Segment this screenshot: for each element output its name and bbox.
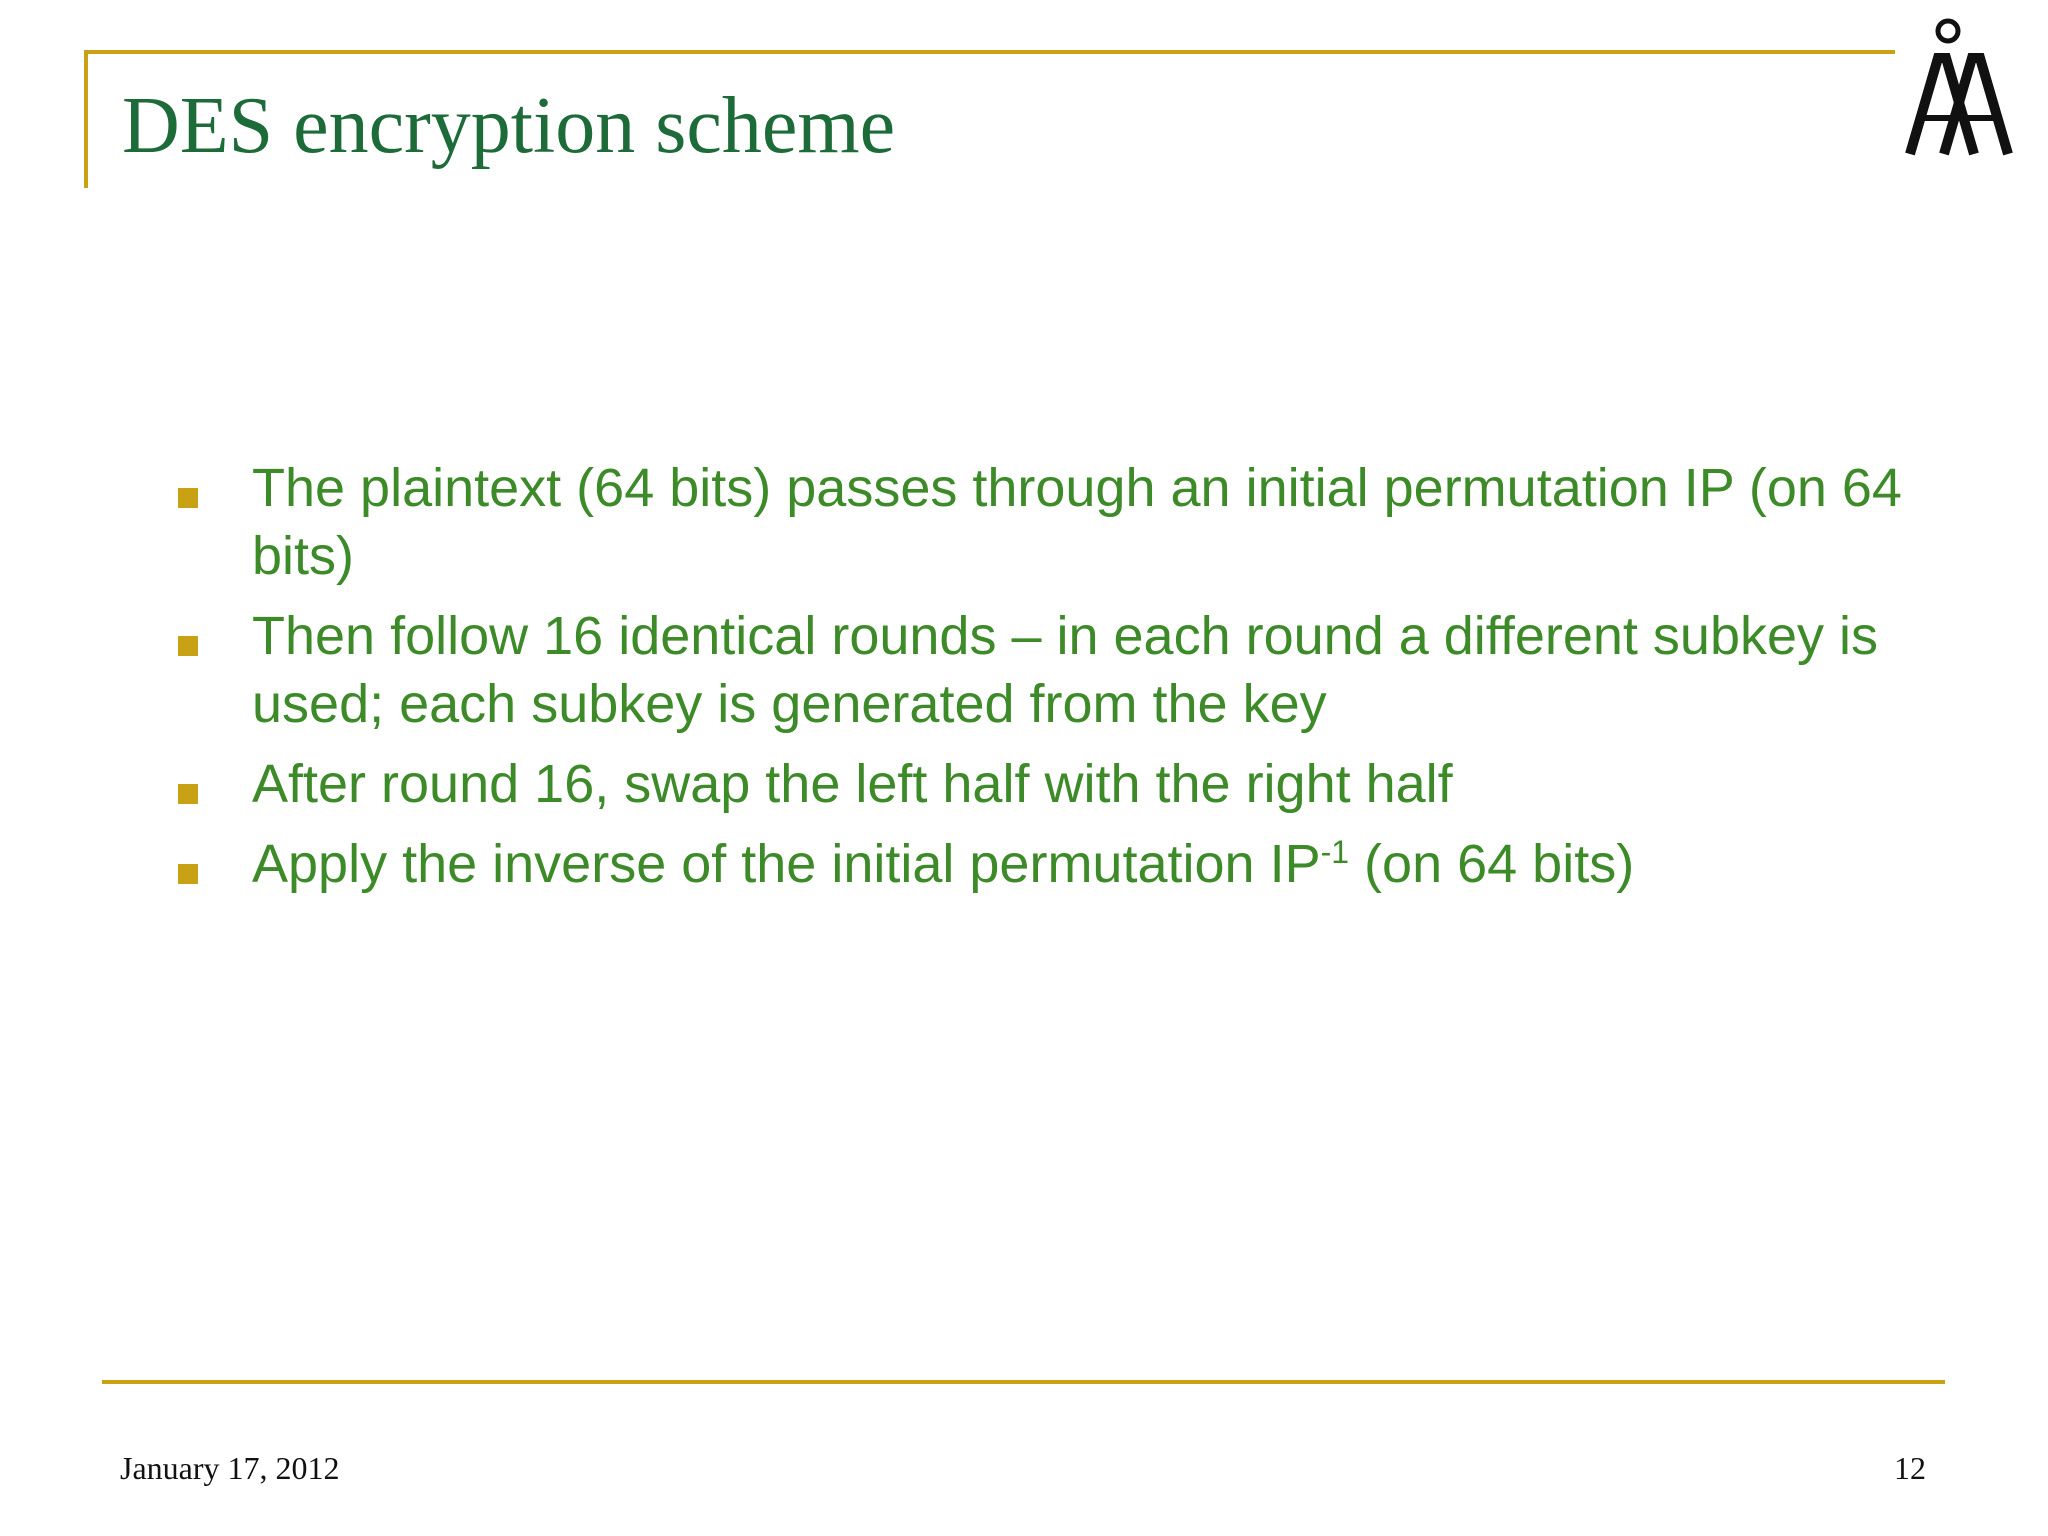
- title-top-rule: [84, 50, 1895, 54]
- bullet-text: [252, 834, 1634, 894]
- bullet-text-main: Apply the inverse of the initial permutation IP: [252, 834, 1321, 894]
- bullet-text: Then follow 16 identical rounds – in each round a different subkey is used; each subkey is generated from the key: [252, 606, 1879, 734]
- footer-rule: [102, 1380, 1945, 1384]
- square-bullet-icon: [178, 636, 198, 656]
- bullet-list: [174, 454, 1934, 910]
- slide-title: DES encryption scheme: [122, 82, 896, 170]
- square-bullet-icon: [178, 864, 198, 884]
- bullet-text-tail: (on 64 bits): [1349, 834, 1635, 894]
- bullet-text: The plaintext (64 bits) passes through an initial permutation IP (on 64 bits): [252, 458, 1902, 586]
- aa-monogram-logo-icon: [1890, 14, 2030, 162]
- square-bullet-icon: [178, 784, 198, 804]
- page-number: 12: [1894, 1450, 1926, 1486]
- square-bullet-icon: [178, 488, 198, 508]
- title-left-rule: [84, 50, 88, 188]
- bullet-text: After round 16, swap the left half with the right half: [252, 754, 1453, 814]
- bullet-item: [174, 750, 1934, 818]
- bullet-item: [174, 830, 1934, 898]
- inverse-superscript: -1: [1320, 834, 1350, 870]
- footer-date: January 17, 2012: [120, 1450, 340, 1486]
- bullet-item: [174, 454, 1934, 590]
- bullet-item: [174, 602, 1934, 738]
